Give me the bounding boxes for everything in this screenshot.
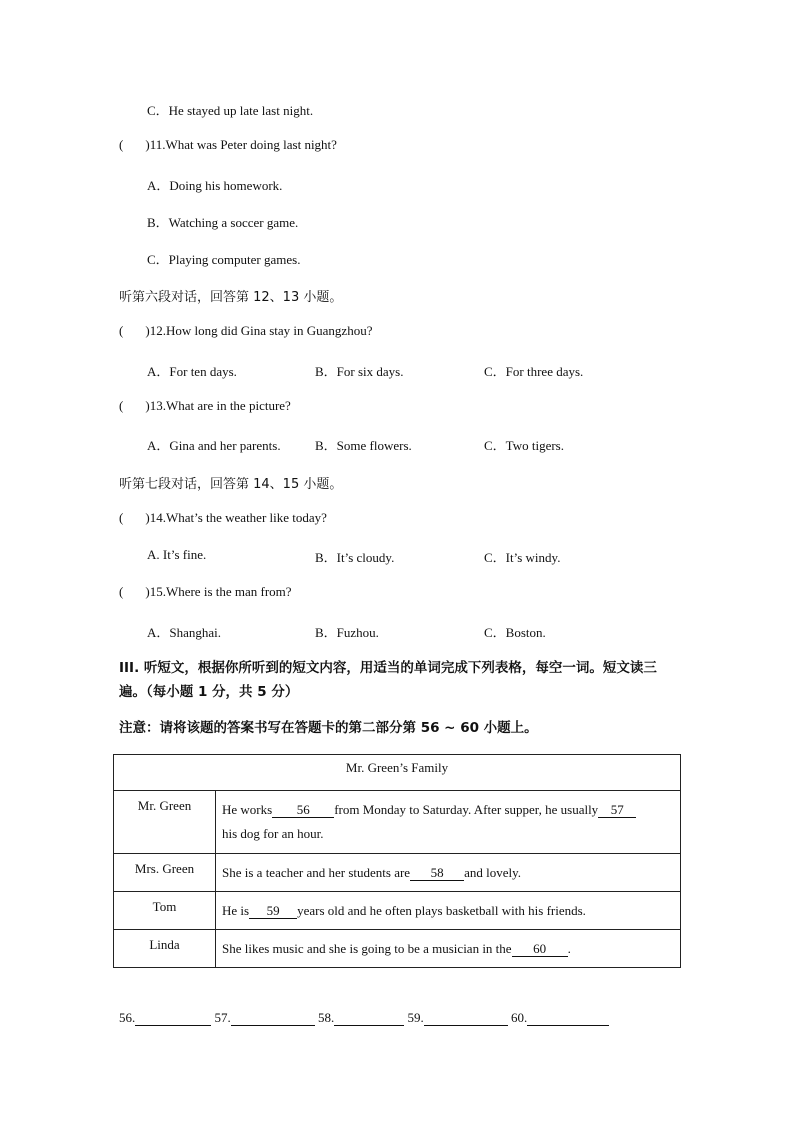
answer-paren-open: ( (119, 137, 124, 152)
section-iii-note: 注意：请将该题的答案书写在答题卡的第二部分第 56 ~ 60 小题上。 (119, 720, 538, 736)
answer-paren-close: ) (145, 510, 150, 525)
row-description: She likes music and she is going to be a musician in the 60 . (216, 930, 681, 968)
answer-label-60: 60. (511, 1010, 528, 1025)
q11-option-a: A．Doing his homework. (147, 178, 283, 193)
q11-text: 11.What was Peter doing last night? (149, 137, 337, 152)
q12-option-a: A．For ten days. (147, 364, 237, 379)
answer-paren-open: ( (119, 510, 124, 525)
answer-paren-close: ) (145, 398, 150, 413)
dialog7-instruction: 听第七段对话，回答第 14、15 小题。 (119, 477, 343, 492)
answer-blank-60[interactable] (527, 1011, 609, 1026)
row-name: Linda (114, 930, 216, 968)
blank-60: 60 (512, 942, 568, 957)
q15-stem (119, 584, 292, 600)
table-title: Mr. Green’s Family (114, 755, 681, 791)
q12-option-c: C．For three days. (484, 364, 584, 379)
blank-58: 58 (410, 866, 464, 881)
answer-label-57: 57. (214, 1010, 231, 1025)
answer-label-56: 56. (119, 1010, 136, 1025)
q14-option-b: B．It’s cloudy. (315, 550, 395, 565)
answer-paren-close: ) (145, 584, 150, 599)
q14-option-a: A. It’s fine. (147, 547, 207, 562)
q13-option-c: C．Two tigers. (484, 438, 564, 453)
section-iii-line1: III. 听短文，根据你所听到的短文内容，用适当的单词完成下列表格，每空一词。短文读三 (119, 660, 657, 676)
blank-57: 57 (598, 803, 636, 818)
q11-option-c: C．Playing computer games. (147, 252, 301, 267)
row-name: Mrs. Green (114, 854, 216, 892)
answer-paren-open: ( (119, 584, 124, 599)
blank-59: 59 (249, 904, 297, 919)
q11-stem (119, 137, 337, 153)
q14-text: 14.What’s the weather like today? (149, 510, 327, 525)
answer-paren-open: ( (119, 398, 124, 413)
q13-option-a: A．Gina and her parents. (147, 438, 281, 453)
answer-blank-59[interactable] (424, 1011, 508, 1026)
row-description: He is 59 years old and he often plays basketball with his friends. (216, 892, 681, 930)
row-description: He works 56 from Monday to Saturday. After supper, he usually 57 his dog for an hour. (216, 791, 681, 854)
table-row (114, 930, 681, 968)
table-header-row (114, 755, 681, 791)
section-iii-heading (119, 656, 657, 704)
family-table (113, 754, 681, 968)
dialog6-instruction: 听第六段对话，回答第 12、13 小题。 (119, 290, 343, 305)
q11-option-b: B．Watching a soccer game. (147, 215, 299, 230)
answer-label-58: 58. (318, 1010, 335, 1025)
q13-text: 13.What are in the picture? (149, 398, 291, 413)
answer-label-59: 59. (407, 1010, 424, 1025)
row-name: Mr. Green (114, 791, 216, 854)
q12-option-b: B．For six days. (315, 364, 404, 379)
answer-paren-open: ( (119, 323, 124, 338)
q13-stem (119, 398, 291, 414)
q12-text: 12.How long did Gina stay in Guangzhou? (149, 323, 373, 338)
answer-paren-close: ) (145, 137, 150, 152)
answer-line (119, 1010, 609, 1026)
q13-option-b: B．Some flowers. (315, 438, 412, 453)
answer-blank-56[interactable] (135, 1011, 211, 1026)
table-row (114, 854, 681, 892)
q14-stem (119, 510, 327, 526)
answer-blank-58[interactable] (334, 1011, 404, 1026)
q15-option-c: C．Boston. (484, 625, 546, 640)
row-name: Tom (114, 892, 216, 930)
table-row (114, 791, 681, 854)
row-description: She is a teacher and her students are 58 and lovely. (216, 854, 681, 892)
q15-option-b: B．Fuzhou. (315, 625, 379, 640)
answer-paren-close: ) (145, 323, 150, 338)
answer-blank-57[interactable] (231, 1011, 315, 1026)
q14-option-c: C．It’s windy. (484, 550, 561, 565)
q15-text: 15.Where is the man from? (149, 584, 292, 599)
section-iii-line2: 遍。（每小题 1 分，共 5 分） (119, 684, 299, 700)
blank-56: 56 (272, 803, 334, 818)
q12-stem (119, 323, 372, 339)
table-row (114, 892, 681, 930)
q10-option-c: C．He stayed up late last night. (147, 103, 314, 118)
q15-option-a: A．Shanghai. (147, 625, 222, 640)
